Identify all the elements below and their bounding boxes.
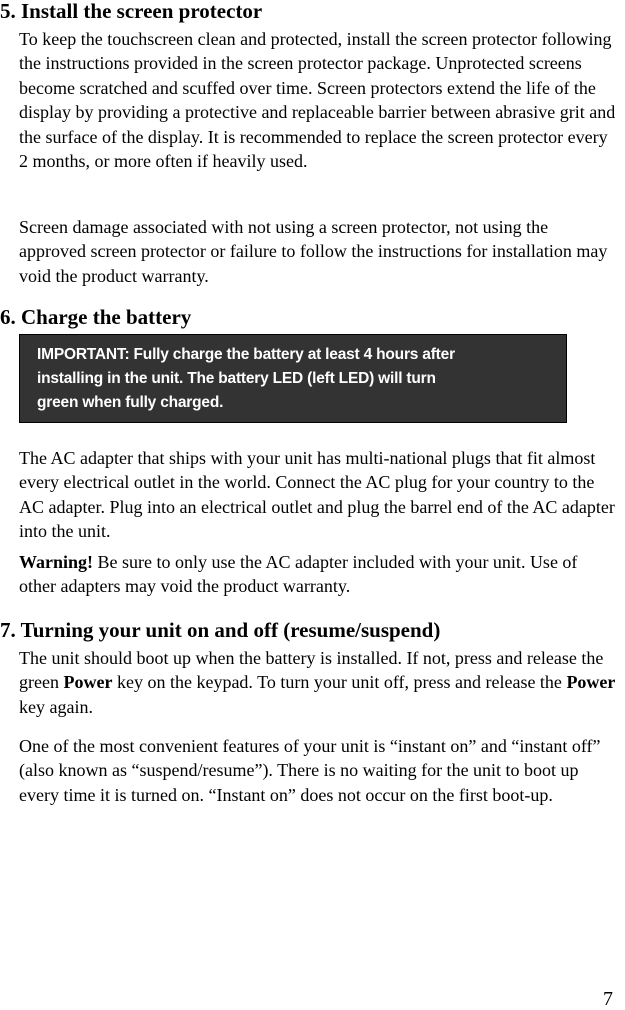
section-heading-charge-battery: 6. Charge the battery — [0, 305, 192, 329]
section-heading-install-screen-protector: 5. Install the screen protector — [0, 0, 263, 23]
paragraph-power-key — [0, 646, 625, 719]
power-text-part-c: key again. — [19, 696, 93, 717]
power-key-label-1: Power — [63, 672, 113, 693]
paragraph-screen-damage-warranty: Screen damage associated with not using a screen protector, not using the approved screen protector or failure to follow the instructions for installation may void the product warranty. — [19, 217, 608, 286]
power-text-part-b: key on the keypad. To turn your unit off, press and release the — [112, 672, 567, 693]
callout-line-2: installing in the unit. The battery LED (left LED) will turn — [37, 370, 436, 387]
callout-line-3: green when fully charged. — [37, 394, 224, 411]
callout-line-1: IMPORTANT: Fully charge the battery at least 4 hours after — [37, 346, 455, 363]
paragraph-warning — [0, 550, 625, 599]
paragraph-ac-adapter: The AC adapter that ships with your unit has multi-national plugs that fit almost every electrical outlet in the world. Connect the AC plug for your country to the AC adapter. Plug into an electrical outlet and plug the barrel end of the AC adapter into the unit. — [19, 448, 615, 542]
warning-text: Be sure to only use the AC adapter included with your unit. Use of other adapters may void the product warranty. — [19, 552, 578, 597]
power-key-label-2: Power — [566, 672, 616, 693]
paragraph-screen-protector-instructions: To keep the touchscreen clean and protected, install the screen protector following the instructions provided in the screen protector package. Unprotected screens become scratched and scuffed over time. Screen protectors extend the life of the display by providing a protective and replaceable barrier between abrasive grit and the surface of the display. It is recommended to replace the screen protector every 2 months, or more often if heavily used. — [19, 29, 616, 172]
section-heading-turning-unit-on-off: 7. Turning your unit on and off (resume/suspend) — [0, 618, 441, 642]
page-number: 7 — [603, 988, 613, 1010]
power-text-part-a: The unit should boot up when the battery is installed. If not, press and release the green — [19, 648, 604, 693]
warning-label: Warning! — [19, 552, 94, 572]
important-callout-box — [19, 334, 567, 423]
paragraph-instant-on: One of the most convenient features of your unit is “instant on” and “instant off” (also known as “suspend/resume”). There is no waiting for the unit to boot up every time it is turned on. “Instant on” does not occur on the first boot-up. — [19, 736, 601, 805]
